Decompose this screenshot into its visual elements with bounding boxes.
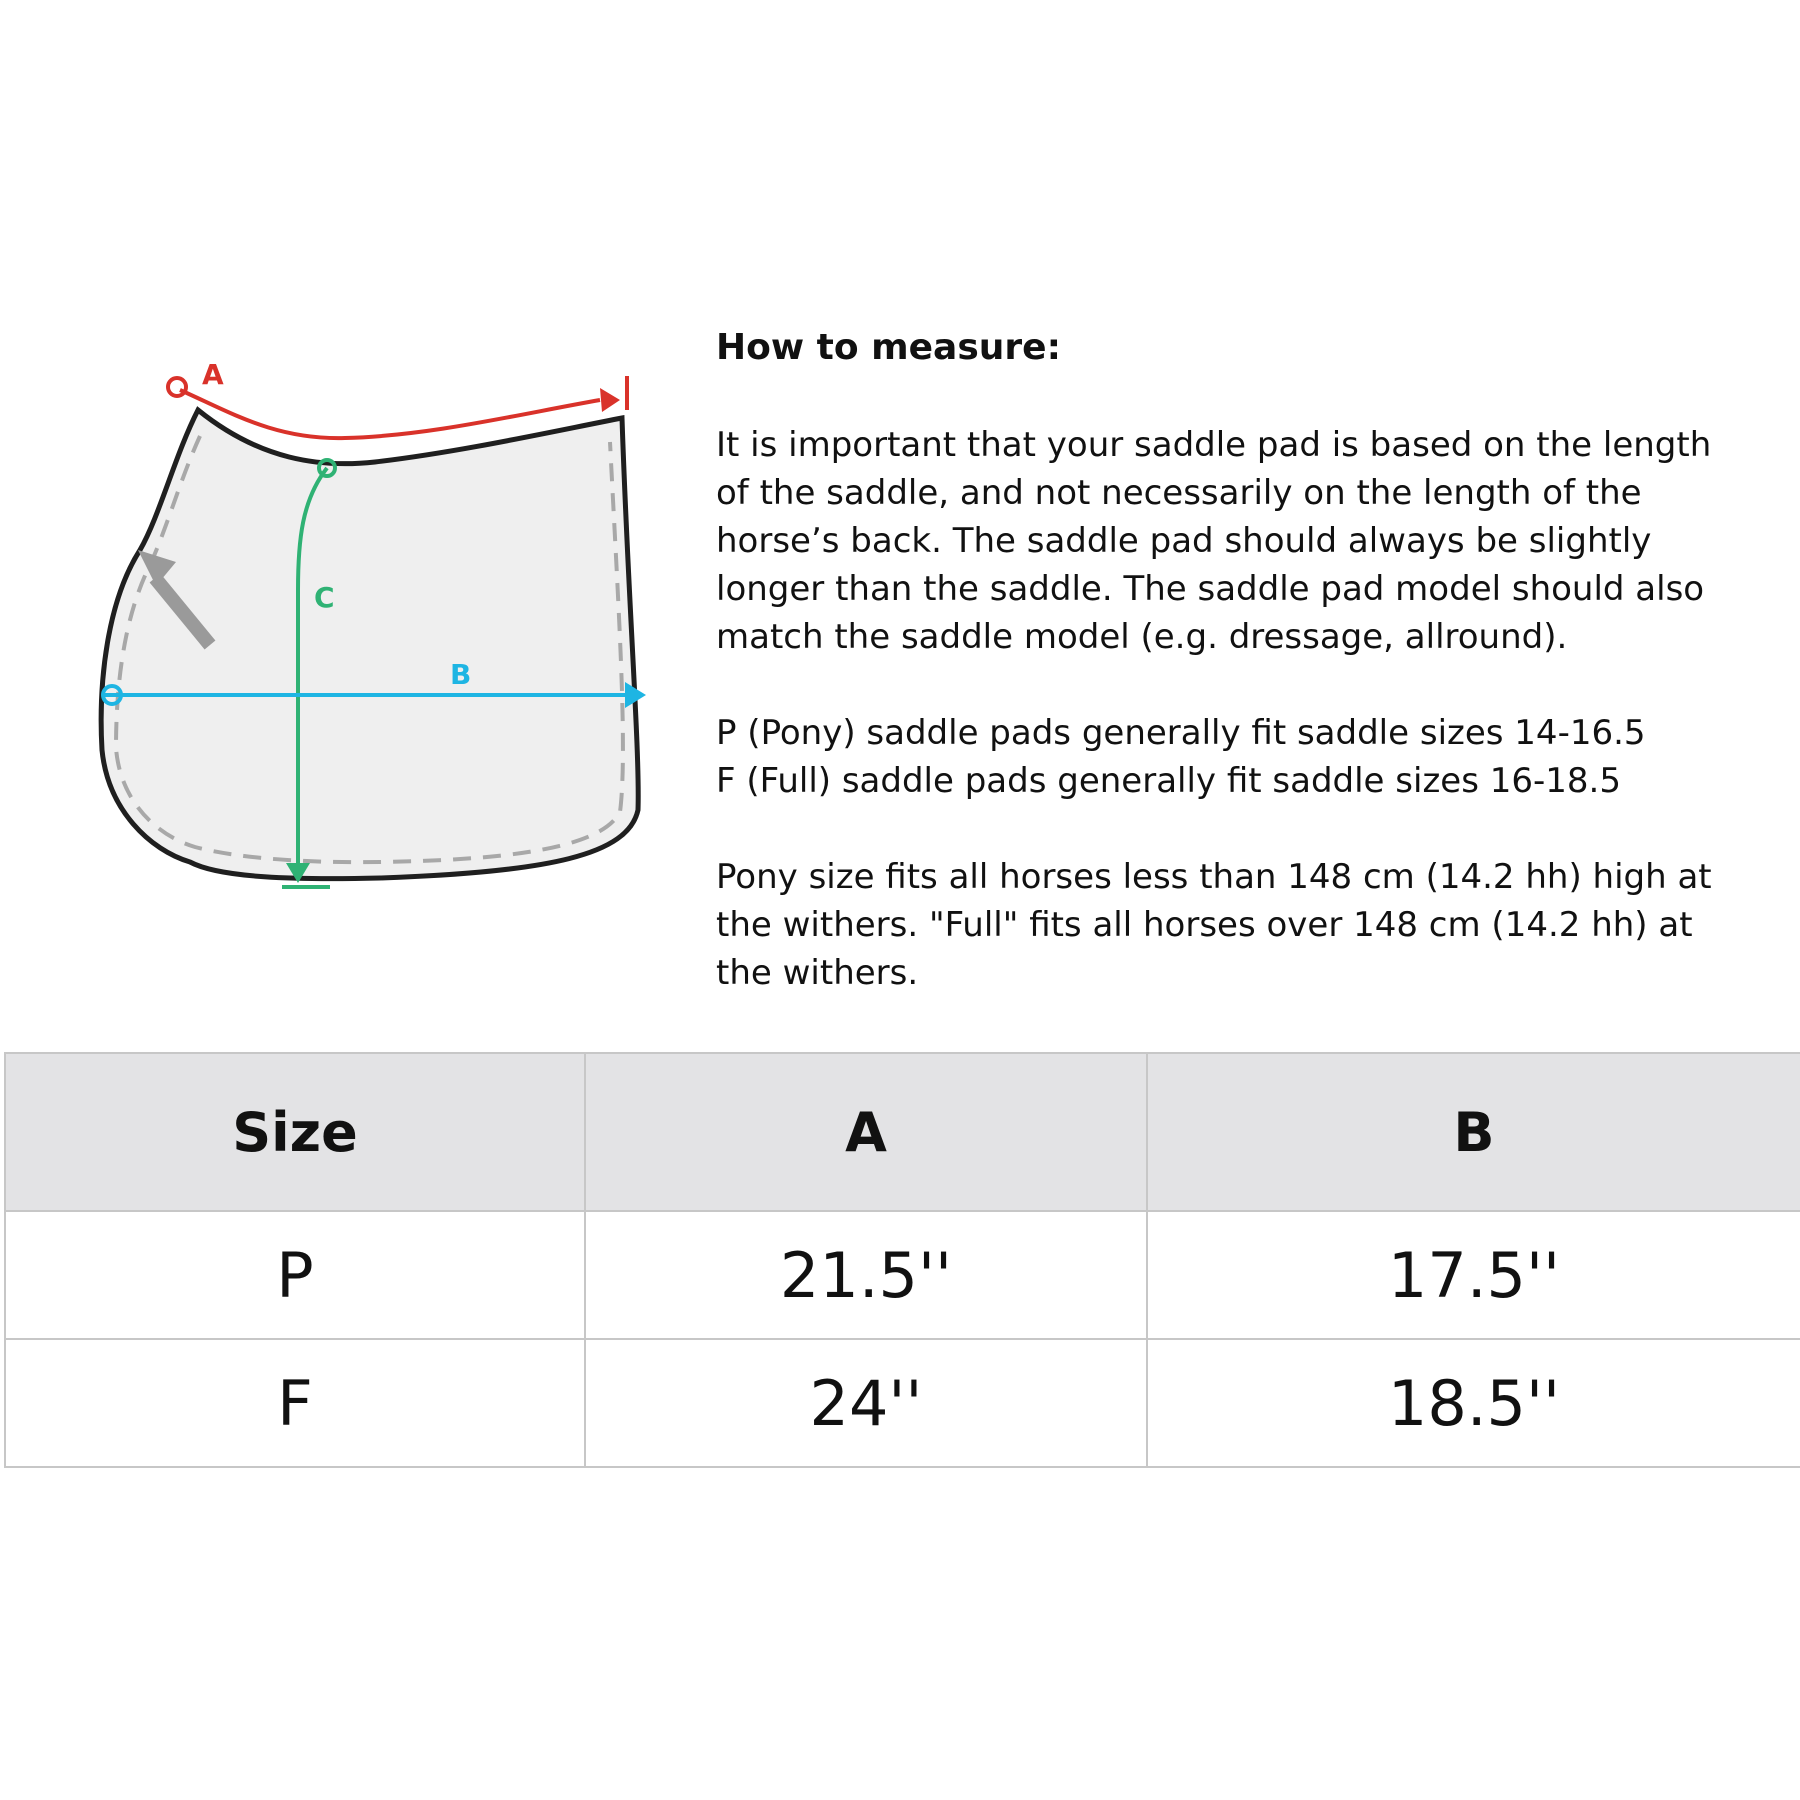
- intro-paragraph: [716, 421, 1766, 661]
- measurement-a: [168, 358, 627, 438]
- text-line: P (Pony) saddle pads generally fit saddle sizes 14-16.5: [716, 713, 1646, 754]
- cell-b: 18.5'': [1147, 1339, 1800, 1467]
- text-line: horse’s back. The saddle pad should always be slightly: [716, 521, 1652, 562]
- header-b: B: [1147, 1053, 1800, 1211]
- saddle-pad-diagram: [80, 350, 680, 920]
- table-row: [5, 1211, 1800, 1339]
- label-c: C: [314, 581, 335, 614]
- size-fit-paragraph: [716, 709, 1766, 805]
- label-a: A: [202, 358, 224, 391]
- saddle-pad-svg: [80, 350, 680, 920]
- header-a: A: [585, 1053, 1147, 1211]
- cell-a: 24'': [585, 1339, 1147, 1467]
- text-line: the withers.: [716, 953, 919, 994]
- table-header-row: [5, 1053, 1800, 1211]
- cell-b: 17.5'': [1147, 1211, 1800, 1339]
- cell-size: P: [5, 1211, 585, 1339]
- cell-size: F: [5, 1339, 585, 1467]
- withers-paragraph: [716, 853, 1766, 997]
- label-b: B: [450, 658, 472, 691]
- text-line: of the saddle, and not necessarily on the length of the: [716, 473, 1642, 514]
- text-line: the withers. "Full" fits all horses over 148 cm (14.2 hh) at: [716, 905, 1693, 946]
- text-line: Pony size fits all horses less than 148 cm (14.2 hh) high at: [716, 857, 1712, 898]
- text-line: It is important that your saddle pad is based on the length: [716, 425, 1712, 466]
- text-line: F (Full) saddle pads generally fit saddle sizes 16-18.5: [716, 761, 1621, 802]
- table-row: [5, 1339, 1800, 1467]
- text-line: match the saddle model (e.g. dressage, allround).: [716, 617, 1568, 658]
- how-to-measure-panel: [716, 326, 1766, 1045]
- text-line: longer than the saddle. The saddle pad model should also: [716, 569, 1705, 610]
- info-title: How to measure:: [716, 327, 1061, 368]
- cell-a: 21.5'': [585, 1211, 1147, 1339]
- header-size: Size: [5, 1053, 585, 1211]
- size-chart-table: [4, 1052, 1800, 1468]
